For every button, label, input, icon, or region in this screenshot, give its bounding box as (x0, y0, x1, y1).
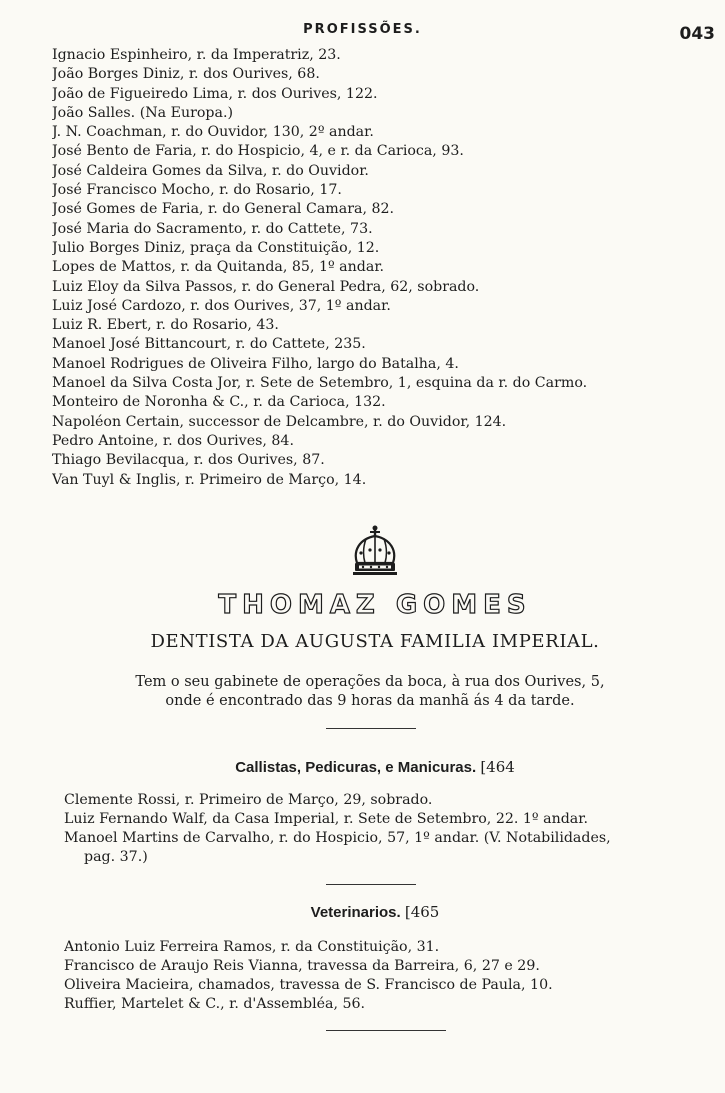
list-item: José Bento de Faria, r. do Hospicio, 4, e r. da Carioca, 93. (52, 143, 464, 160)
list-item: Thiago Bevilacqua, r. dos Ourives, 87. (52, 452, 325, 469)
section-number: [465 (404, 903, 440, 921)
list-item: Manoel Martins de Carvalho, r. do Hospicio, 57, 1º andar. (V. Notabilidades, (64, 830, 611, 846)
section-heading-veterinarios (0, 903, 725, 921)
advertisement-description (70, 673, 670, 711)
list-item: José Caldeira Gomes da Silva, r. do Ouvidor. (52, 162, 369, 179)
veterinarios-list (64, 938, 704, 1014)
advertiser-title: DENTISTA DA AUGUSTA FAMILIA IMPERIAL. (150, 631, 600, 652)
list-item: José Gomes de Faria, r. do General Camara, 82. (52, 201, 395, 218)
list-item: Pedro Antoine, r. dos Ourives, 84. (52, 432, 294, 449)
list-item: Luiz Eloy da Silva Passos, r. do General Pedra, 62, sobrado. (52, 278, 480, 295)
divider (326, 884, 416, 885)
divider (326, 728, 416, 729)
list-item: Manoel Rodrigues de Oliveira Filho, largo do Batalha, 4. (52, 355, 459, 372)
callistas-list (64, 791, 704, 867)
list-item: João Salles. (Na Europa.) (52, 104, 234, 121)
divider (326, 1030, 446, 1031)
list-item: Clemente Rossi, r. Primeiro de Março, 29, sobrado. (64, 792, 433, 808)
list-item: pag. 37.) (84, 849, 148, 865)
list-item: Ruffier, Martelet & C., r. d'Assembléa, 56. (64, 996, 366, 1012)
list-item: Luiz Fernando Walf, da Casa Imperial, r. Sete de Setembro, 22. 1º andar. (64, 811, 588, 827)
list-item: Manoel da Silva Costa Jor, r. Sete de Setembro, 1, esquina da r. do Carmo. (52, 375, 588, 392)
list-item: Monteiro de Noronha & C., r. da Carioca, 132. (52, 394, 386, 411)
list-item: Van Tuyl & Inglis, r. Primeiro de Março, 14. (52, 471, 367, 488)
list-item: José Maria do Sacramento, r. do Cattete, 73. (52, 220, 373, 237)
list-item: Francisco de Araujo Reis Vianna, travessa da Barreira, 6, 27 e 29. (64, 958, 540, 974)
section-title: Callistas, Pedicuras, e Manicuras. (235, 759, 477, 776)
list-item: Napoléon Certain, successor de Delcambre, r. do Ouvidor, 124. (52, 413, 507, 430)
list-item: João Borges Diniz, r. dos Ourives, 68. (52, 66, 320, 83)
advertiser-name: THOMAZ GOMES (218, 590, 532, 620)
list-item: Antonio Luiz Ferreira Ramos, r. da Constituição, 31. (64, 939, 440, 955)
running-head: PROFISSÕES. (303, 22, 422, 37)
advertisement-line: Tem o seu gabinete de operações da boca, à rua dos Ourives, 5, (135, 674, 605, 690)
list-item: João de Figueiredo Lima, r. dos Ourives, 122. (52, 85, 378, 102)
section-number: [464 (480, 758, 515, 776)
section-title: Veterinarios. (310, 904, 401, 921)
list-item: Ignacio Espinheiro, r. da Imperatriz, 23. (52, 47, 341, 63)
profession-list (52, 46, 712, 490)
section-heading-callistas (0, 758, 725, 776)
list-item: Oliveira Macieira, chamados, travessa de S. Francisco de Paula, 10. (64, 977, 553, 993)
list-item: J. N. Coachman, r. do Ouvidor, 130, 2º andar. (52, 124, 374, 141)
list-item: Luiz José Cardozo, r. dos Ourives, 37, 1º andar. (52, 297, 391, 314)
list-item: Julio Borges Diniz, praça da Constituição, 12. (52, 239, 380, 256)
advertisement-line: onde é encontrado das 9 horas da manhã ás 4 da tarde. (165, 693, 575, 709)
list-item: Manoel José Bittancourt, r. do Cattete, 235. (52, 336, 366, 353)
crown-icon (349, 523, 401, 581)
page-number: 043 (679, 24, 715, 44)
list-item: Luiz R. Ebert, r. do Rosario, 43. (52, 317, 279, 334)
list-item: José Francisco Mocho, r. do Rosario, 17. (52, 182, 342, 199)
list-item: Lopes de Mattos, r. da Quitanda, 85, 1º andar. (52, 259, 385, 276)
